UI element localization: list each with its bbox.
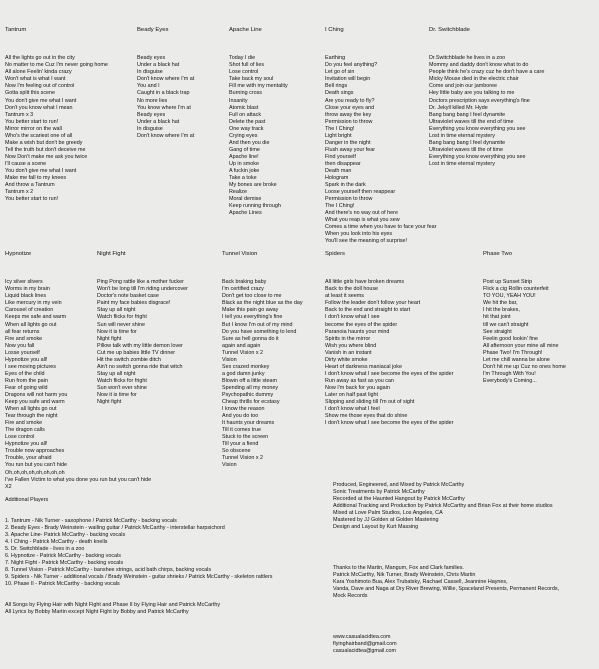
- text-line: 10. Phase II - Patrick McCarthy - backing vocals: [5, 581, 120, 587]
- text-line: One way track: [229, 125, 264, 132]
- text-line: Watch flicks for fright: [97, 377, 147, 384]
- production-list: [333, 482, 559, 531]
- text-line: I've Fallen Victim to what you done you run but you can't hide: [5, 476, 152, 483]
- text-line: Don't get too close to me: [222, 293, 282, 300]
- text-line: Fear of going wild: [5, 384, 48, 391]
- lyrics: [222, 279, 303, 469]
- text-line: And you do too: [222, 413, 259, 420]
- text-line: I'm Through With You!: [483, 370, 536, 377]
- text-line: Back braking baby: [222, 279, 267, 286]
- text-line: Dragons will not harm you: [5, 391, 68, 398]
- song-apache-line: [229, 13, 288, 231]
- text-line: Spirits in the mirror: [325, 335, 371, 342]
- text-line: Watch flicks for fright: [97, 314, 147, 321]
- text-line: I don't know what I see become the eyes of the spider: [325, 370, 454, 377]
- text-line: hit that joint: [483, 314, 511, 321]
- text-line: Doctor's note basket case: [97, 293, 159, 300]
- text-line: Make a wish but don't be greedy: [5, 139, 83, 146]
- text-line: Mastered by JJ Golden at Golden Mastering: [333, 517, 439, 523]
- text-line: 9. Spiders - Nik Turner - additional vocals / Brady Weinstein - guitar shrieks / Patrick McCarthy - skeleton rattlers: [5, 574, 273, 580]
- text-line: Everything you know everything you see: [429, 125, 526, 132]
- text-line: Find yourself: [325, 153, 356, 160]
- text-line: Later on half past light: [325, 391, 379, 398]
- text-line: Back to the doll house: [325, 286, 379, 293]
- text-line: Bell rings: [325, 83, 348, 90]
- text-line: Post up Sunset Strip: [483, 279, 533, 286]
- text-line: All afternoon your mine all mine: [483, 342, 559, 349]
- song-title: Hypnotize: [5, 251, 32, 258]
- text-line: Run from the pain: [5, 377, 48, 384]
- text-line: 2. Beady Eyes - Brady Weinstein - wailing guitar / Patrick McCarthy - interstellar harpsichord: [5, 525, 225, 531]
- text-line: Now you fall: [5, 342, 35, 349]
- text-line: Sure as hell gonna do it: [222, 335, 279, 342]
- text-line: You run but you can't hide: [5, 462, 67, 469]
- text-line: Up in smoke: [229, 160, 259, 167]
- text-line: Let go of sin: [325, 69, 355, 76]
- lyrics: [483, 279, 566, 385]
- text-line: Spark in the dark: [325, 182, 366, 189]
- text-line: throw away the key: [325, 111, 372, 118]
- text-line: Slipping and sliding till I'm out of sight: [325, 399, 415, 406]
- text-line: Let me chill wanna be alone: [483, 356, 550, 363]
- text-line: Take a toke: [229, 175, 257, 182]
- text-line: Are you ready to fly?: [325, 97, 375, 104]
- text-line: Cut me up babies little TV dinner: [97, 349, 176, 356]
- text-line: Vision: [222, 462, 237, 469]
- text-line: Icy silver slivers: [5, 279, 43, 286]
- text-line: Recorded at the Haunted Hangout by Patrick McCarthy: [333, 496, 465, 502]
- text-line: I'll cause a scene: [5, 160, 47, 167]
- text-line: My bones are broke: [229, 182, 277, 189]
- text-line: become the eyes of the spider: [325, 321, 398, 328]
- song-title: Beady Eyes: [137, 27, 169, 34]
- text-line: Mixed at Love Palm Studios, Los Angeles, CA: [333, 510, 443, 516]
- text-line: Sun won't ever shine: [97, 384, 147, 391]
- text-line: When you look into his eyes: [325, 231, 393, 238]
- text-line: Vanish in an instant: [325, 349, 372, 356]
- text-line: Crying eyes: [229, 132, 258, 139]
- text-line: Night fight: [97, 335, 122, 342]
- text-line: then disappear: [325, 160, 361, 167]
- text-line: Permission to throw: [325, 196, 373, 203]
- text-line: Today I die: [229, 55, 256, 62]
- text-line: You don't give me what I want: [5, 97, 77, 104]
- text-line: Danger in the night: [325, 139, 371, 146]
- text-line: And throw a Tantrum: [5, 182, 55, 189]
- thanks-list: [333, 565, 559, 600]
- text-line: Under a black hat: [137, 118, 180, 125]
- song-spiders: [325, 237, 453, 441]
- text-line: 5. Dr. Switchblade - lives in a zoo: [5, 546, 85, 552]
- text-line: Keeps me safe and warm: [5, 314, 67, 321]
- text-line: I don't know what I feel: [325, 406, 380, 413]
- text-line: The dragon calls: [5, 427, 45, 434]
- text-line: And then you die: [229, 139, 270, 146]
- text-line: Follow the leader don't follow your heart: [325, 300, 421, 307]
- text-line: Bang bang bang I feel dynamite: [429, 139, 506, 146]
- text-line: Hypnotize you all!: [5, 441, 48, 448]
- text-line: Mirror mirror on the wall: [5, 125, 62, 132]
- lyrics: [97, 279, 188, 406]
- text-line: We hit the bar,: [483, 300, 518, 307]
- text-line: Fire and smoke: [5, 420, 43, 427]
- text-line: I don't know what I see: [325, 314, 380, 321]
- song-title: Night Fight: [97, 251, 126, 258]
- text-line: Psychopathic dummy: [222, 391, 274, 398]
- text-line: Trouble, your afraid: [5, 455, 52, 462]
- text-line: Show me those eyes that do shine: [325, 413, 408, 420]
- lyrics: [429, 55, 544, 168]
- text-line: When all lights go out: [5, 406, 57, 413]
- text-line: Pillow talk with my little demon lover: [97, 342, 183, 349]
- text-line: Caught in a black trap: [137, 90, 190, 97]
- text-line: Who's the scariest one of all: [5, 132, 73, 139]
- text-line: Now it is time for: [97, 328, 137, 335]
- text-line: Delete the past: [229, 118, 266, 125]
- text-line: Invitation will begin: [325, 76, 371, 83]
- text-line: But I know I'm out of my mind: [222, 321, 293, 328]
- text-line: I tell you everything's fine: [222, 314, 283, 321]
- credits-list: [5, 518, 272, 588]
- text-line: Produced, Engineered, and Mixed by Patrick McCarthy: [333, 482, 465, 488]
- song-title: Apache Line: [229, 27, 262, 34]
- text-line: You know where I'm at: [137, 104, 191, 111]
- text-line: Full on attack: [229, 111, 262, 118]
- text-line: 1. Tantrum - Nik Turner - saxophone / Patrick McCarthy - backing vocals: [5, 518, 177, 524]
- text-line: Tell the truth but don't deceive me: [5, 146, 86, 153]
- text-line: People think he's crazy cuz he don't have a care: [429, 69, 545, 76]
- song-title: Tunnel Vision: [222, 251, 258, 258]
- text-line: Tunnel Vision x 2: [222, 455, 264, 462]
- text-line: What you reap is what you sew: [325, 217, 400, 224]
- text-line: Night fight: [97, 399, 122, 406]
- text-line: All Songs by Flying Hair with Night Fight and Phase II by Flying Hair and Patrick McCarthy: [5, 602, 221, 608]
- song-dr-switchblade: [429, 13, 544, 182]
- text-line: Gotta split this scene: [5, 90, 56, 97]
- text-line: Thanks to the Martin, Mangum, Fox and Clark families.: [333, 565, 464, 571]
- text-line: Ping Pong rattle like a mother fucker: [97, 279, 184, 286]
- text-line: Hit the switch zombie ditch: [97, 356, 161, 363]
- text-line: I see moving pictures: [5, 363, 56, 370]
- text-line: Like mercury in my vein: [5, 300, 62, 307]
- lyrics: [229, 55, 288, 217]
- text-line: Death man: [325, 167, 352, 174]
- text-line: When all lights go out: [5, 321, 57, 328]
- text-line: Oh,oh,oh,oh,oh,oh,oh,oh: [5, 469, 65, 476]
- lyrics: [325, 55, 436, 245]
- text-line: In disguise: [137, 125, 163, 132]
- text-line: You better start to run!: [5, 196, 59, 203]
- text-line: Fill me with my mentality: [229, 83, 288, 90]
- text-line: In disguise: [137, 69, 163, 76]
- credits-heading: Additional Players: [5, 497, 49, 503]
- text-line: Paranoia haunts your mind: [325, 328, 390, 335]
- text-line: Comes a time when you have to face your fear: [325, 224, 437, 231]
- text-line: Till your a fiend: [222, 441, 259, 448]
- text-line: Tunnel Vision x 2: [222, 349, 264, 356]
- text-line: Ain't no switch gonna ride that witch: [97, 363, 183, 370]
- text-line: Now it is time for: [97, 391, 137, 398]
- text-line: Moral demise: [229, 196, 262, 203]
- text-line: Under a black hat: [137, 62, 180, 69]
- text-line: Permission to throw: [325, 118, 373, 125]
- text-line: All little girls have broken dreams: [325, 279, 405, 286]
- text-line: Lose control: [229, 69, 259, 76]
- text-line: Hologram: [325, 175, 349, 182]
- song-title: Phase Two: [483, 251, 513, 258]
- song-night-fight: [97, 237, 188, 420]
- text-line: Beady eyes: [137, 111, 166, 118]
- text-line: Death sings: [325, 90, 354, 97]
- song-title: I Ching: [325, 27, 344, 34]
- text-line: So obscene: [222, 448, 251, 455]
- text-line: Black as the night blue as the day: [222, 300, 303, 307]
- text-line: Dr. Jekyll killed Mr. Hyde: [429, 104, 488, 111]
- text-line: Doctors prescription says everything's fine: [429, 97, 530, 104]
- text-line: It haunts your dreams: [222, 420, 275, 427]
- text-line: Tantrum x 3: [5, 111, 34, 118]
- additional-players: [5, 483, 272, 630]
- text-line: Patrick McCarthy, Nik Turner, Brady Weinstein, Chris Martin: [333, 572, 476, 578]
- text-line: www.casualacidtea.com: [333, 634, 391, 640]
- text-line: You don't give me what I want: [5, 167, 77, 174]
- text-line: All alone Feelin' kinda crazy: [5, 69, 72, 76]
- text-line: No matter to me Cuz I'm never going home: [5, 62, 108, 69]
- text-line: Dr.Switchblade he lives in a zoo: [429, 55, 506, 62]
- text-line: Sonic Treatments by Patrick McCarthy: [333, 489, 425, 495]
- text-line: Realize: [229, 189, 247, 196]
- text-line: Vanda, Dave and Naga at Dry River Brewing, Willie, Spaceland Presents, Permanent Records,: [333, 586, 560, 592]
- text-line: Now Don't make me ask you twice: [5, 153, 88, 160]
- song-tunnel-vision: [222, 237, 303, 484]
- text-line: Stay up all night: [97, 307, 136, 314]
- text-line: Worms in my brain: [5, 286, 50, 293]
- text-line: You and I: [137, 83, 160, 90]
- production-credits: [333, 468, 559, 669]
- contact-list: [333, 634, 559, 655]
- text-line: Keep running through: [229, 203, 281, 210]
- text-line: Bang bang bang I feel dynamite: [429, 111, 506, 118]
- text-line: 8. Tunnel Vision - Patrick McCarthy - banshee strings, acid bath chirps, backing vocals: [5, 567, 212, 573]
- song-title: Spiders: [325, 251, 345, 258]
- text-line: again and again: [222, 342, 261, 349]
- text-line: Loose yourself then reappear: [325, 189, 396, 196]
- text-line: I hit the brakes,: [483, 307, 520, 314]
- text-line: Stuck to the screen: [222, 434, 269, 441]
- text-line: flyinghairband@gmail.com: [333, 641, 397, 647]
- text-line: Atomic blast: [229, 104, 259, 111]
- text-line: 4. I Ching - Patrick McCarthy - death knells: [5, 539, 108, 545]
- text-line: Close your eyes and: [325, 104, 375, 111]
- text-line: Earthing: [325, 55, 346, 62]
- song-title: Dr. Switchblade: [429, 27, 470, 34]
- song-i-ching: [325, 13, 436, 260]
- text-line: Come and join our jamboree: [429, 83, 498, 90]
- text-line: Till it comes true: [222, 427, 262, 434]
- text-line: Stay up all night: [97, 370, 136, 377]
- text-line: Make me fall to my knees: [5, 175, 67, 182]
- text-line: Everybody's Coming...: [483, 377, 537, 384]
- text-line: Don't know where I'm at: [137, 132, 195, 139]
- text-line: Sex crazed monkey: [222, 363, 270, 370]
- text-line: Do you have something to lend: [222, 328, 297, 335]
- text-line: Kara Yoshimoto Bua, Alex Trubatsky, Rachael Cassell, Jeannine Haynes,: [333, 579, 508, 585]
- text-line: Lose control: [5, 434, 35, 441]
- text-line: Shot full of lies: [229, 62, 265, 69]
- text-line: Fire and smoke: [5, 335, 43, 342]
- text-line: Blowin off a little steam: [222, 377, 278, 384]
- text-line: A fuckin joke: [229, 167, 260, 174]
- text-line: Apache Lines: [229, 210, 262, 217]
- text-line: Make this pain go away: [222, 307, 279, 314]
- text-line: Tantrum x 2: [5, 189, 34, 196]
- text-line: Won't what is what I want: [5, 76, 66, 83]
- lyrics: [325, 279, 453, 427]
- text-line: Micky Mouse died in the electric chair: [429, 76, 519, 83]
- text-line: And there's no way out of here: [325, 210, 398, 217]
- text-line: Liquid black lines: [5, 293, 47, 300]
- text-line: I don't know what I see become the eyes of the spider: [325, 420, 454, 427]
- text-line: Wish you where blind: [325, 342, 377, 349]
- text-line: X2: [5, 483, 12, 490]
- text-line: Light bright: [325, 132, 352, 139]
- text-line: casualacidtea@gmail.com: [333, 648, 397, 654]
- text-line: 7. Night Fight - Patrick McCarthy - backing vocals: [5, 560, 124, 566]
- text-line: Flush away your fear: [325, 146, 376, 153]
- text-line: Now I'm back for you again: [325, 384, 390, 391]
- text-line: See straight: [483, 328, 512, 335]
- text-line: Beady eyes: [137, 55, 166, 62]
- text-line: Hypnotize you all!: [5, 356, 48, 363]
- text-line: Mock Records: [333, 593, 368, 599]
- text-line: Keep you safe and warm: [5, 399, 65, 406]
- text-line: You'll see the meaning of surprise!: [325, 238, 408, 245]
- text-line: Phase Two! I'm Through!: [483, 349, 543, 356]
- text-line: at least it seems: [325, 293, 364, 300]
- text-line: You better start to run!: [5, 118, 59, 125]
- text-line: Flick a cig Rollin counterfeit: [483, 286, 549, 293]
- text-line: Hey little baby are you talking to me: [429, 90, 515, 97]
- text-line: Vision: [222, 356, 237, 363]
- text-line: Mommy and daddy don't know what to do: [429, 62, 529, 69]
- text-line: Losse yourself: [5, 349, 40, 356]
- text-line: Do you feel anything?: [325, 62, 378, 69]
- text-line: Back to the end and straight to start: [325, 307, 411, 314]
- text-line: No more lies: [137, 97, 168, 104]
- text-line: Now I'm feeling out of control: [5, 83, 75, 90]
- text-line: all fear returns: [5, 328, 40, 335]
- text-line: All Lyrics by Bobby Martin except Night Fight by Bobby and Patrick McCarthy: [5, 609, 189, 615]
- text-line: Tear through the night: [5, 413, 58, 420]
- lyrics: [137, 55, 194, 140]
- text-line: Feelin good lookin' fine: [483, 335, 538, 342]
- text-line: 6. Hypnotize - Patrick McCarthy - backing vocals: [5, 553, 121, 559]
- text-line: Insanity: [229, 97, 248, 104]
- song-tantrum: [5, 13, 108, 217]
- text-line: a god damn junky: [222, 370, 265, 377]
- song-beady-eyes: [137, 13, 194, 154]
- text-line: Additional Tracking and Production by Patrick McCarthy and Brian Fox at their home studios: [333, 503, 553, 509]
- song-phase-two: [483, 237, 566, 399]
- songwriting-credits: [5, 602, 272, 616]
- text-line: till we can't straight: [483, 321, 529, 328]
- text-line: Carousel of creation: [5, 307, 54, 314]
- text-line: Lost in time eternal mystery: [429, 132, 495, 139]
- text-line: Ultraviolet waves till the of time: [429, 146, 503, 153]
- lyrics: [5, 55, 108, 203]
- text-line: 3. Apache Line- Patrick McCarthy - backing vocals: [5, 532, 126, 538]
- text-line: Spending all my money: [222, 384, 279, 391]
- text-line: Design and Layout by Kurt Massing: [333, 524, 419, 530]
- text-line: I'm certified crazy: [222, 286, 264, 293]
- song-title: Tantrum: [5, 27, 27, 34]
- text-line: Run away as fast as you can: [325, 377, 394, 384]
- text-line: The I Ching!: [325, 203, 355, 210]
- text-line: Don't hit me up Cuz no ones home: [483, 363, 566, 370]
- text-line: Burning cross: [229, 90, 262, 97]
- text-line: Lost in time eternal mystery: [429, 160, 495, 167]
- text-line: Everything you know everything you see: [429, 153, 526, 160]
- text-line: I know the reason: [222, 406, 265, 413]
- text-line: Gang of time: [229, 146, 260, 153]
- text-line: Ultraviolet waves till the end of time: [429, 118, 514, 125]
- text-line: All the lights go out in the city: [5, 55, 75, 62]
- text-line: Cheap thrills for ecstasy: [222, 399, 280, 406]
- text-line: TO YOU, YEAH YOU!: [483, 293, 536, 300]
- text-line: Heart of darkness maniacal joke: [325, 363, 403, 370]
- text-line: Paint my face babies disgrace!: [97, 300, 171, 307]
- text-line: The I Ching!: [325, 125, 355, 132]
- text-line: Apache line!: [229, 153, 259, 160]
- text-line: Don't you know what I mean: [5, 104, 73, 111]
- text-line: Dirty white smoke: [325, 356, 368, 363]
- text-line: Take back my soul: [229, 76, 274, 83]
- text-line: Won't be long till I'm riding undercover: [97, 286, 188, 293]
- text-line: Don't know where I'm at: [137, 76, 195, 83]
- text-line: Sun will never shine: [97, 321, 145, 328]
- text-line: Eyes of the child: [5, 370, 45, 377]
- text-line: Trouble now approaches: [5, 448, 65, 455]
